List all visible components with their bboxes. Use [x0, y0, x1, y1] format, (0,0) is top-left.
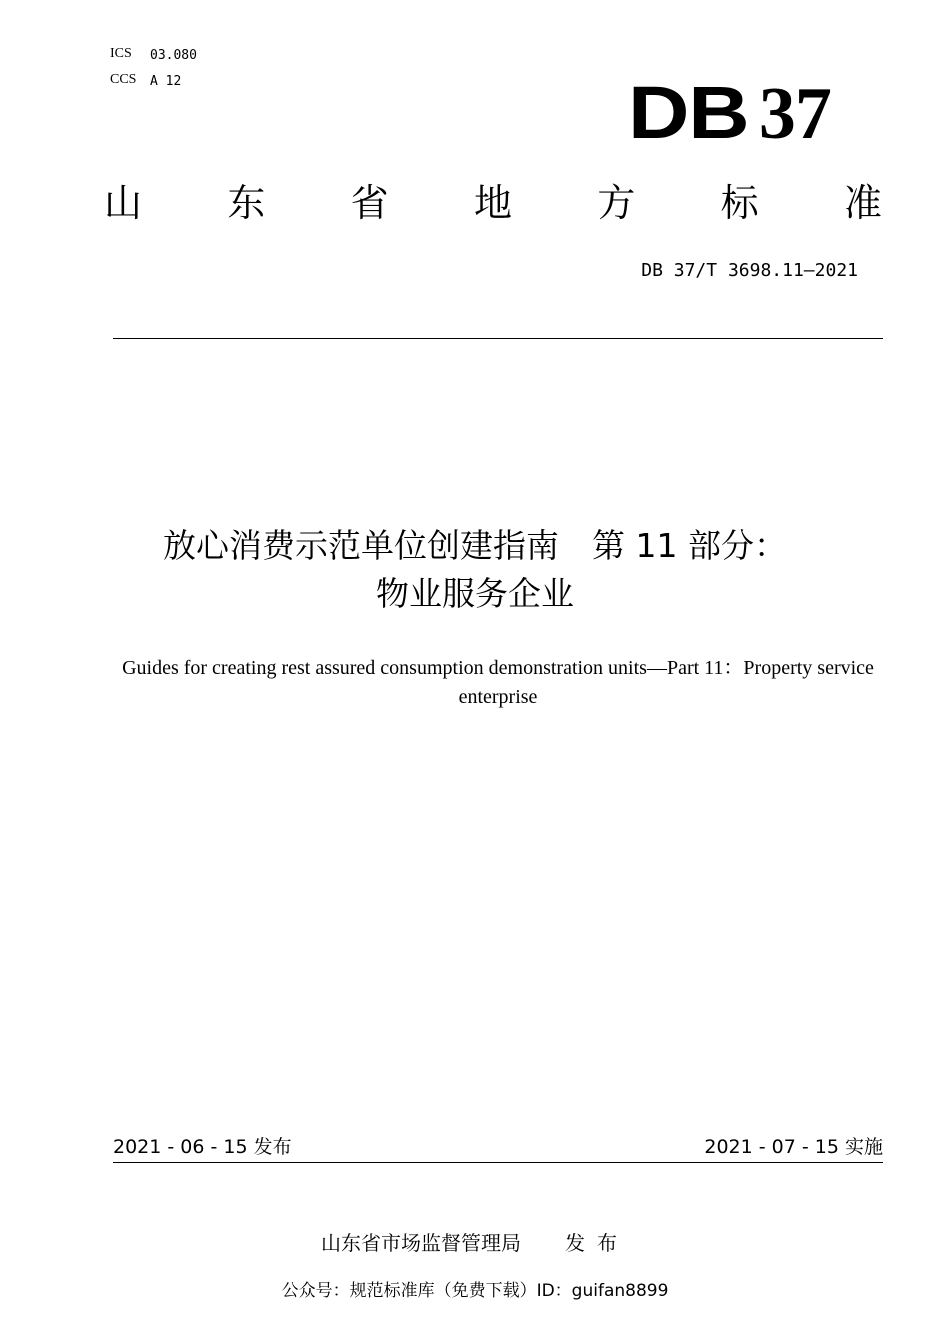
logo-number: 37 — [758, 73, 831, 155]
bottom-divider — [113, 1162, 883, 1163]
ccs-code: A 12 — [150, 74, 182, 89]
standard-number: DB 37/T 3698.11—2021 — [641, 260, 858, 281]
issuer-line — [0, 1227, 950, 1256]
standard-type-char: 准 — [843, 181, 882, 225]
db37-logo — [628, 71, 831, 155]
standard-type-char: 山 — [104, 181, 143, 225]
chinese-title-line-2: 物业服务企业 — [376, 574, 574, 613]
ics-label: ICS — [110, 46, 132, 61]
standard-type-char: 东 — [227, 181, 266, 225]
ics-code: 03.080 — [150, 48, 197, 63]
footer-note: 公众号：规范标准库（免费下载）ID：guifan8899 — [281, 1281, 669, 1301]
standard-type-char: 省 — [350, 181, 389, 225]
implementation-date: 2021 - 07 - 15 实施 — [704, 1136, 883, 1158]
chinese-title — [0, 522, 950, 618]
top-divider — [113, 338, 883, 339]
issuer-name: 山东省市场监督管理局 — [321, 1231, 521, 1255]
standard-type-heading — [104, 181, 882, 225]
chinese-title-line-1: 放心消费示范单位创建指南 第 11 部分： — [163, 526, 787, 565]
standard-type-char: 地 — [473, 181, 512, 225]
issue-date: 2021 - 06 - 15 发布 — [113, 1136, 292, 1158]
logo-db-text: DB — [628, 71, 749, 154]
standard-type-char: 方 — [597, 181, 636, 225]
english-title: Guides for creating rest assured consumption demonstration units—Part 11：Property service enterprise — [122, 657, 874, 708]
issuer-action: 发布 — [565, 1231, 629, 1255]
standard-type-char: 标 — [720, 181, 759, 225]
ccs-label: CCS — [110, 72, 137, 87]
